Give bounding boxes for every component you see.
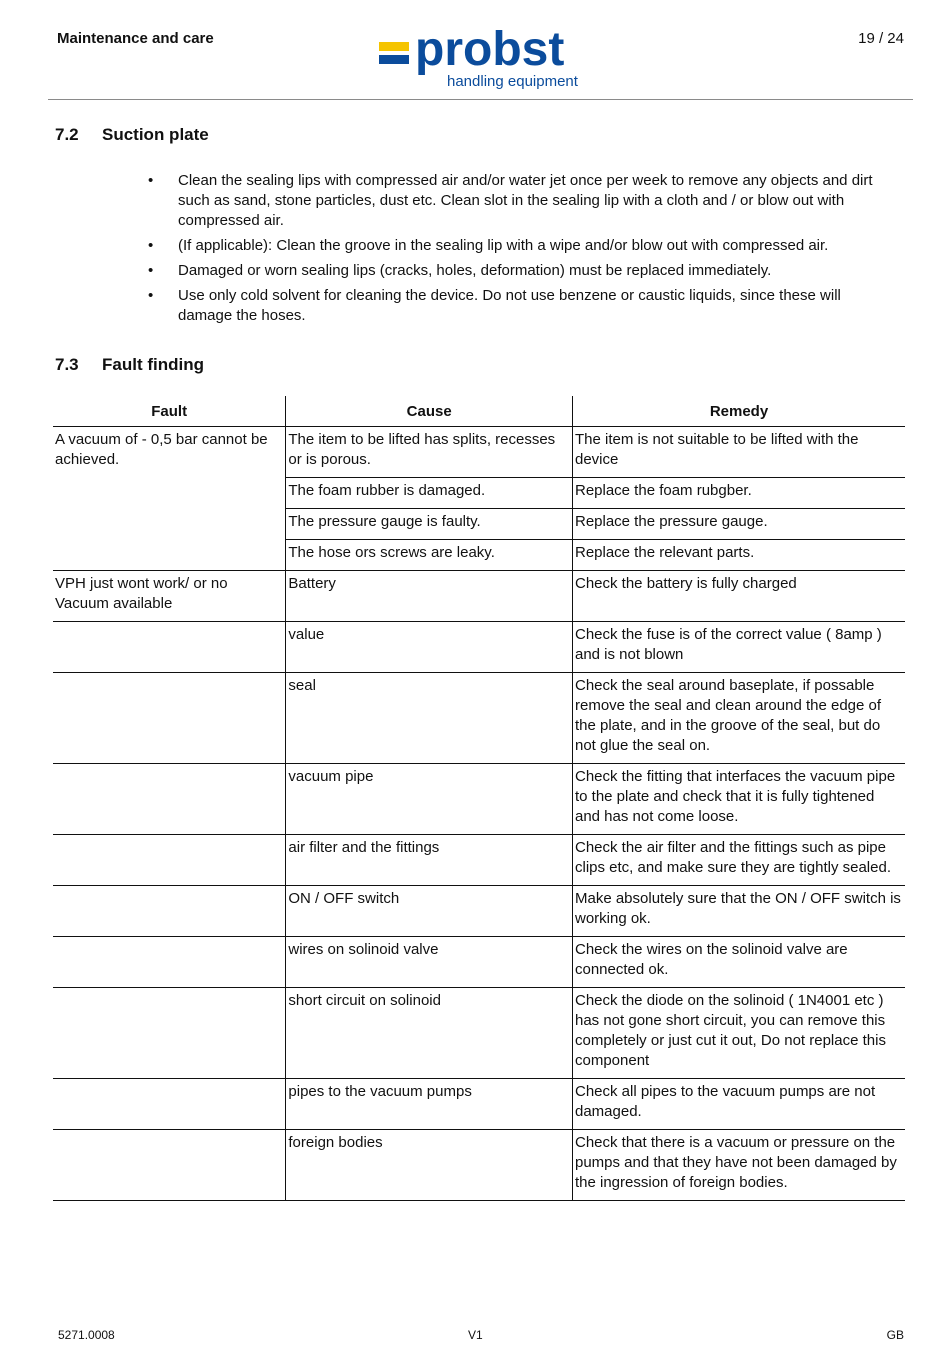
list-item: • Use only cold solvent for cleaning the device. Do not use benzene or caustic liquids, since these will damage the hoses. <box>148 287 841 324</box>
fault-cell <box>53 835 286 886</box>
remedy-cell: Check the diode on the solinoid ( 1N4001 etc ) has not gone short circuit, you can remove this completely or just cut it out, Do not replace this component <box>572 988 905 1079</box>
fault-cell <box>53 764 286 835</box>
fault-cell <box>53 673 286 764</box>
remedy-cell: Replace the relevant parts. <box>572 540 905 571</box>
section-title: Suction plate <box>102 125 209 144</box>
cause-cell: The foam rubber is damaged. <box>286 478 573 509</box>
section-number: 7.2 <box>55 125 79 144</box>
cause-cell: The item to be lifted has splits, recesses or is porous. <box>286 427 573 478</box>
remedy-cell: Replace the foam rubgber. <box>572 478 905 509</box>
table-row <box>53 886 905 937</box>
header-divider <box>48 99 913 100</box>
fault-finding-table <box>53 396 905 1201</box>
cause-cell: seal <box>286 673 573 764</box>
page-number: 19 / 24 <box>858 30 904 47</box>
fault-cell <box>53 540 286 571</box>
logo-bars-icon <box>379 42 409 68</box>
table-row <box>53 673 905 764</box>
fault-cell <box>53 509 286 540</box>
fault-cell <box>53 1130 286 1201</box>
section-title: Fault finding <box>102 355 204 374</box>
table-row <box>53 478 905 509</box>
bullet-icon: • <box>148 172 154 189</box>
remedy-cell: Replace the pressure gauge. <box>572 509 905 540</box>
cause-cell: wires on solinoid valve <box>286 937 573 988</box>
bullet-icon: • <box>148 262 154 279</box>
table-row <box>53 988 905 1079</box>
remedy-cell: Check the air filter and the fittings such as pipe clips etc, and make sure they are tightly sealed. <box>572 835 905 886</box>
fault-cell <box>53 988 286 1079</box>
remedy-cell: Make absolutely sure that the ON / OFF switch is working ok. <box>572 886 905 937</box>
remedy-cell: Check the battery is fully charged <box>572 571 905 622</box>
column-header-fault: Fault <box>53 396 286 427</box>
fault-cell <box>53 937 286 988</box>
logo-subtitle: handling equipment <box>447 73 578 90</box>
remedy-cell: Check the fitting that interfaces the vacuum pipe to the plate and check that it is fully tightened and has not come loose. <box>572 764 905 835</box>
section-number: 7.3 <box>55 355 79 374</box>
table-row <box>53 835 905 886</box>
list-item: • Clean the sealing lips with compressed air and/or water jet once per week to remove any objects and dirt such as sand, stone particles, dust etc. Clean slot in the sealing lip with a cloth and / or blow out with compressed air. <box>148 172 873 229</box>
cause-cell: value <box>286 622 573 673</box>
suction-plate-bullet-list <box>148 171 898 331</box>
table-row <box>53 937 905 988</box>
remedy-cell: Check that there is a vacuum or pressure on the pumps and that they have not been damaged by the ingression of foreign bodies. <box>572 1130 905 1201</box>
footer-version: V1 <box>468 1328 483 1342</box>
fault-cell <box>53 1079 286 1130</box>
bullet-icon: • <box>148 237 154 254</box>
table-header-row <box>53 396 905 427</box>
remedy-cell: The item is not suitable to be lifted with the device <box>572 427 905 478</box>
cause-cell: The pressure gauge is faulty. <box>286 509 573 540</box>
header-section-title: Maintenance and care <box>57 30 214 47</box>
table-row <box>53 1130 905 1201</box>
remedy-cell: Check the wires on the solinoid valve are connected ok. <box>572 937 905 988</box>
fault-cell <box>53 622 286 673</box>
table-row <box>53 540 905 571</box>
table-row <box>53 1079 905 1130</box>
column-header-remedy: Remedy <box>572 396 905 427</box>
table-row <box>53 764 905 835</box>
logo-wordmark: probst <box>415 23 565 76</box>
fault-cell: A vacuum of - 0,5 bar cannot be achieved. <box>53 427 286 478</box>
cause-cell: pipes to the vacuum pumps <box>286 1079 573 1130</box>
remedy-cell: Check all pipes to the vacuum pumps are not damaged. <box>572 1079 905 1130</box>
remedy-cell: Check the fuse is of the correct value ( 8amp ) and is not blown <box>572 622 905 673</box>
footer-doc-number: 5271.0008 <box>58 1328 115 1342</box>
cause-cell: vacuum pipe <box>286 764 573 835</box>
fault-cell <box>53 478 286 509</box>
bullet-icon: • <box>148 287 154 304</box>
cause-cell: short circuit on solinoid <box>286 988 573 1079</box>
remedy-cell: Check the seal around baseplate, if possable remove the seal and clean around the edge of the plate, and in the groove of the seal, but do not glue the seal on. <box>572 673 905 764</box>
section-heading-suction-plate <box>55 125 209 145</box>
fault-cell: VPH just wont work/ or no Vacuum available <box>53 571 286 622</box>
cause-cell: The hose ors screws are leaky. <box>286 540 573 571</box>
cause-cell: ON / OFF switch <box>286 886 573 937</box>
cause-cell: air filter and the fittings <box>286 835 573 886</box>
cause-cell: Battery <box>286 571 573 622</box>
table-row <box>53 509 905 540</box>
list-item: • (If applicable): Clean the groove in the sealing lip with a wipe and/or blow out with compressed air. <box>148 237 829 254</box>
cause-cell: foreign bodies <box>286 1130 573 1201</box>
footer-language: GB <box>886 1328 904 1342</box>
column-header-cause: Cause <box>286 396 573 427</box>
table-row <box>53 571 905 622</box>
section-heading-fault-finding <box>55 355 204 375</box>
list-item: • Damaged or worn sealing lips (cracks, holes, deformation) must be replaced immediately. <box>148 262 772 279</box>
probst-logo <box>379 23 599 94</box>
table-row <box>53 622 905 673</box>
fault-cell <box>53 886 286 937</box>
table-row <box>53 427 905 478</box>
